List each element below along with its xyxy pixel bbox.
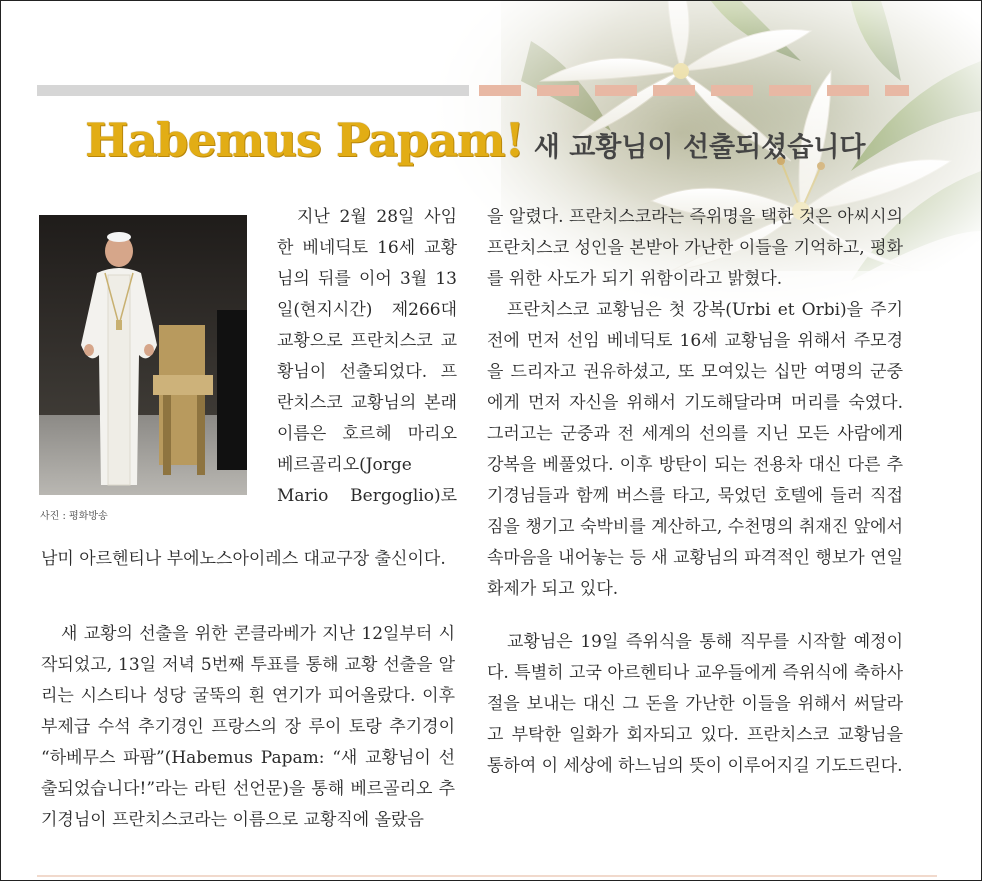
right-column <box>487 202 903 782</box>
paragraph-1-wrapped <box>277 202 457 512</box>
paragraph-4-text: 교황님은 19일 즉위식을 통해 직무를 시작할 예정이다. 특별히 고국 아르헨티나 교우들에게 즉위식에 축하사절을 보내는 대신 그 돈을 가난한 이들을 위해서 써달라고 부탁한 일화가 회자되고 있다. 프란치스코 교황님을 통하여 이 세상에 하느님의 뜻이 이루어지길 기도드린다. <box>487 632 903 776</box>
paragraph-2-continued-text: 을 알렸다. 프란치스코라는 즉위명을 택한 것은 아씨시의 프란치스코 성인을 본받아 가난한 이들을 기억하고, 평화를 위한 사도가 되기 위함이라고 밝혔다. <box>487 207 903 289</box>
bottom-rule <box>37 875 937 877</box>
paragraph-1-text: 지난 2월 28일 사임한 베네딕토 16세 교황님의 뒤를 이어 3월 13일(현지시간) 제266대 교황으로 프란치스코 교황님이 선출되었다. 프란치스코 교황님의 본래 이름은 호르헤 마리오 베르골리오(Jorge Mario Bergoglio)로 <box>277 207 457 506</box>
paragraph-1-continued <box>41 544 455 575</box>
top-dashed-rule <box>479 85 909 96</box>
headline-korean: 새 교황님이 선출되셨습니다 <box>533 132 866 163</box>
paragraph-2-text: 새 교황의 선출을 위한 콘클라베가 지난 12일부터 시작되었고, 13일 저녁 5번째 투표를 통해 교황 선출을 알리는 시스티나 성당 굴뚝의 흰 연기가 피어올랐다. 이후 부제급 수석 추기경인 프랑스의 장 루이 토랑 추기경이 “하베무스 파팜”(Habemus Papam: “새 교황님이 선출되었습니다!”라는 라틴 선언문)을 통해 베르골리오 추기경님이 프란치스코라는 이름으로 교황직에 올랐음 <box>41 624 455 830</box>
top-gray-rule <box>37 85 469 96</box>
paragraph-2 <box>41 619 455 836</box>
paragraph-1-continued-text: 남미 아르헨티나 부에노스아이레스 대교구장 출신이다. <box>41 549 446 569</box>
pope-photo <box>39 215 247 495</box>
headline-latin: Habemus Papam! <box>85 113 524 167</box>
photo-caption: 사진 : 평화방송 <box>40 511 108 522</box>
headline <box>85 113 945 179</box>
paragraph-3-text: 프란치스코 교황님은 첫 강복(Urbi et Orbi)을 주기 전에 먼저 선임 베네딕토 16세 교황님을 위해서 주모경을 드리자고 권유하셨고, 또 모여있는 십만 여명의 군중에게 먼저 자신을 위해서 기도해달라며 머리를 숙였다. 그러고는 군중과 전 세계의 선의를 지닌 모든 사람에게 강복을 베풀었다. 이후 방탄이 되는 전용차 대신 다른 추기경님들과 함께 버스를 타고, 묵었던 호텔에 들러 직접 짐을 챙기고 숙박비를 계산하고, 수천명의 취재진 앞에서 속마음을 내어놓는 등 새 교황님의 파격적인 행보가 연일 화제가 되고 있다. <box>487 300 903 599</box>
